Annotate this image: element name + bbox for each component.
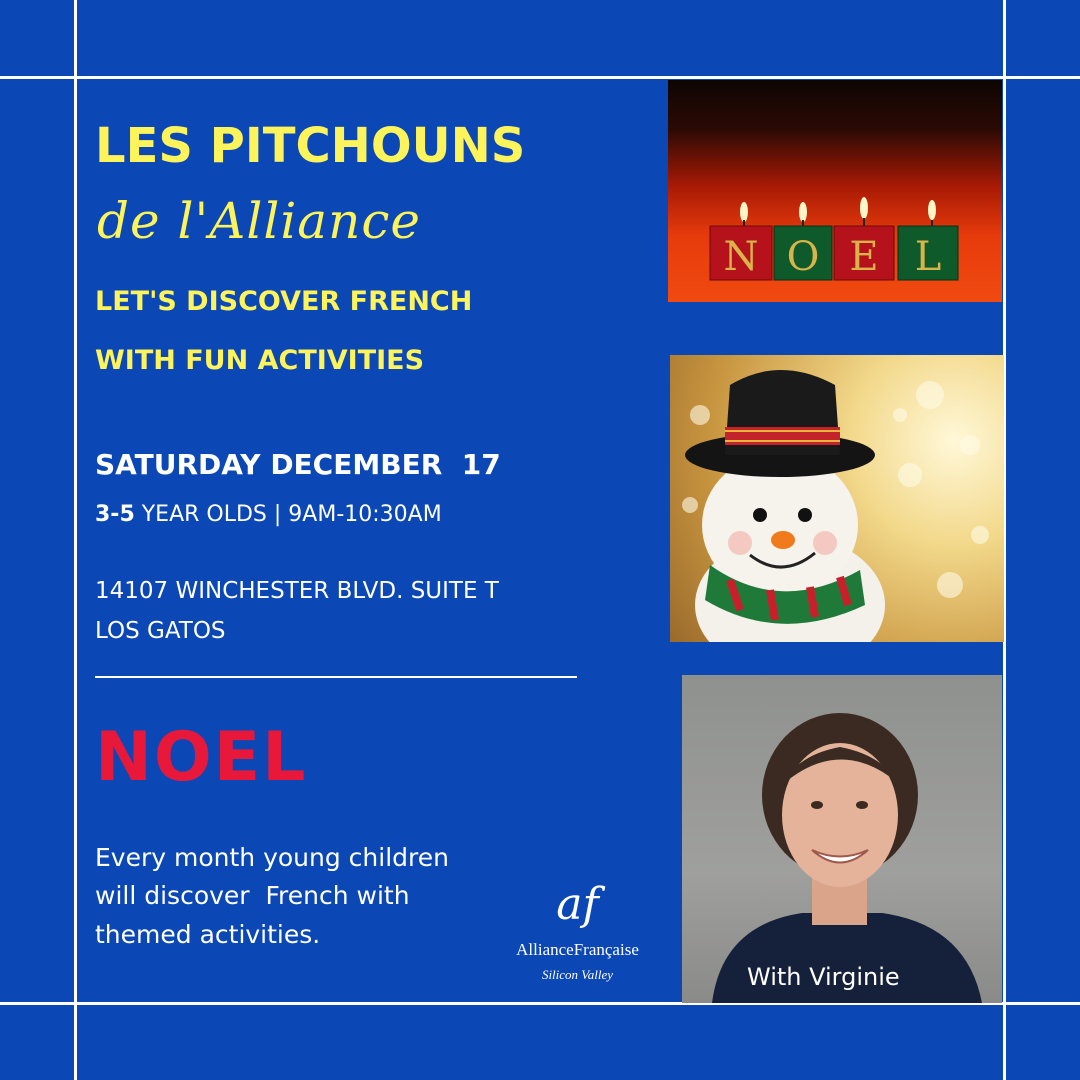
candle-letter-o: O	[786, 234, 820, 280]
logo-name: AllianceFrançaise	[516, 940, 639, 959]
description-line-3: themed activities.	[95, 920, 321, 949]
event-date: SATURDAY DECEMBER 17	[95, 448, 501, 481]
description-line-2: will discover French with	[95, 881, 410, 910]
noel-candles-photo	[668, 80, 1002, 302]
divider	[95, 676, 577, 678]
teacher-photo	[682, 675, 1002, 1003]
description-line-1: Every month young children	[95, 843, 449, 872]
tagline-line-2: WITH FUN ACTIVITIES	[95, 345, 425, 376]
event-subtitle: de l'Alliance	[97, 192, 421, 250]
theme-title: NOEL	[95, 718, 308, 797]
teacher-portrait-illustration	[682, 675, 1002, 1003]
alliance-francaise-logo	[505, 880, 650, 995]
tagline-line-1: LET'S DISCOVER FRENCH	[95, 286, 473, 317]
event-age-time	[95, 502, 442, 527]
snowman-illustration	[670, 355, 1004, 642]
address-line-1: 14107 WINCHESTER BLVD. SUITE T	[95, 578, 499, 604]
grid-line-left	[74, 0, 77, 1080]
address-line-2: LOS GATOS	[95, 618, 226, 644]
snowman-photo	[670, 355, 1004, 642]
logo-subtitle: Silicon Valley	[541, 967, 614, 982]
af-logo-icon: af	[556, 879, 599, 930]
candle-letter-n: N	[723, 234, 759, 280]
teacher-caption: With Virginie	[747, 963, 900, 991]
candles-illustration	[668, 80, 1002, 302]
age-range: 3-5	[95, 502, 135, 527]
candle-letter-e: E	[849, 234, 879, 280]
flame-icons	[740, 197, 936, 228]
candle-letter-l: L	[914, 234, 942, 280]
age-time-detail: YEAR OLDS | 9AM-10:30AM	[134, 502, 442, 527]
event-title: LES PITCHOUNS	[95, 118, 526, 174]
grid-line-top	[0, 76, 1080, 79]
